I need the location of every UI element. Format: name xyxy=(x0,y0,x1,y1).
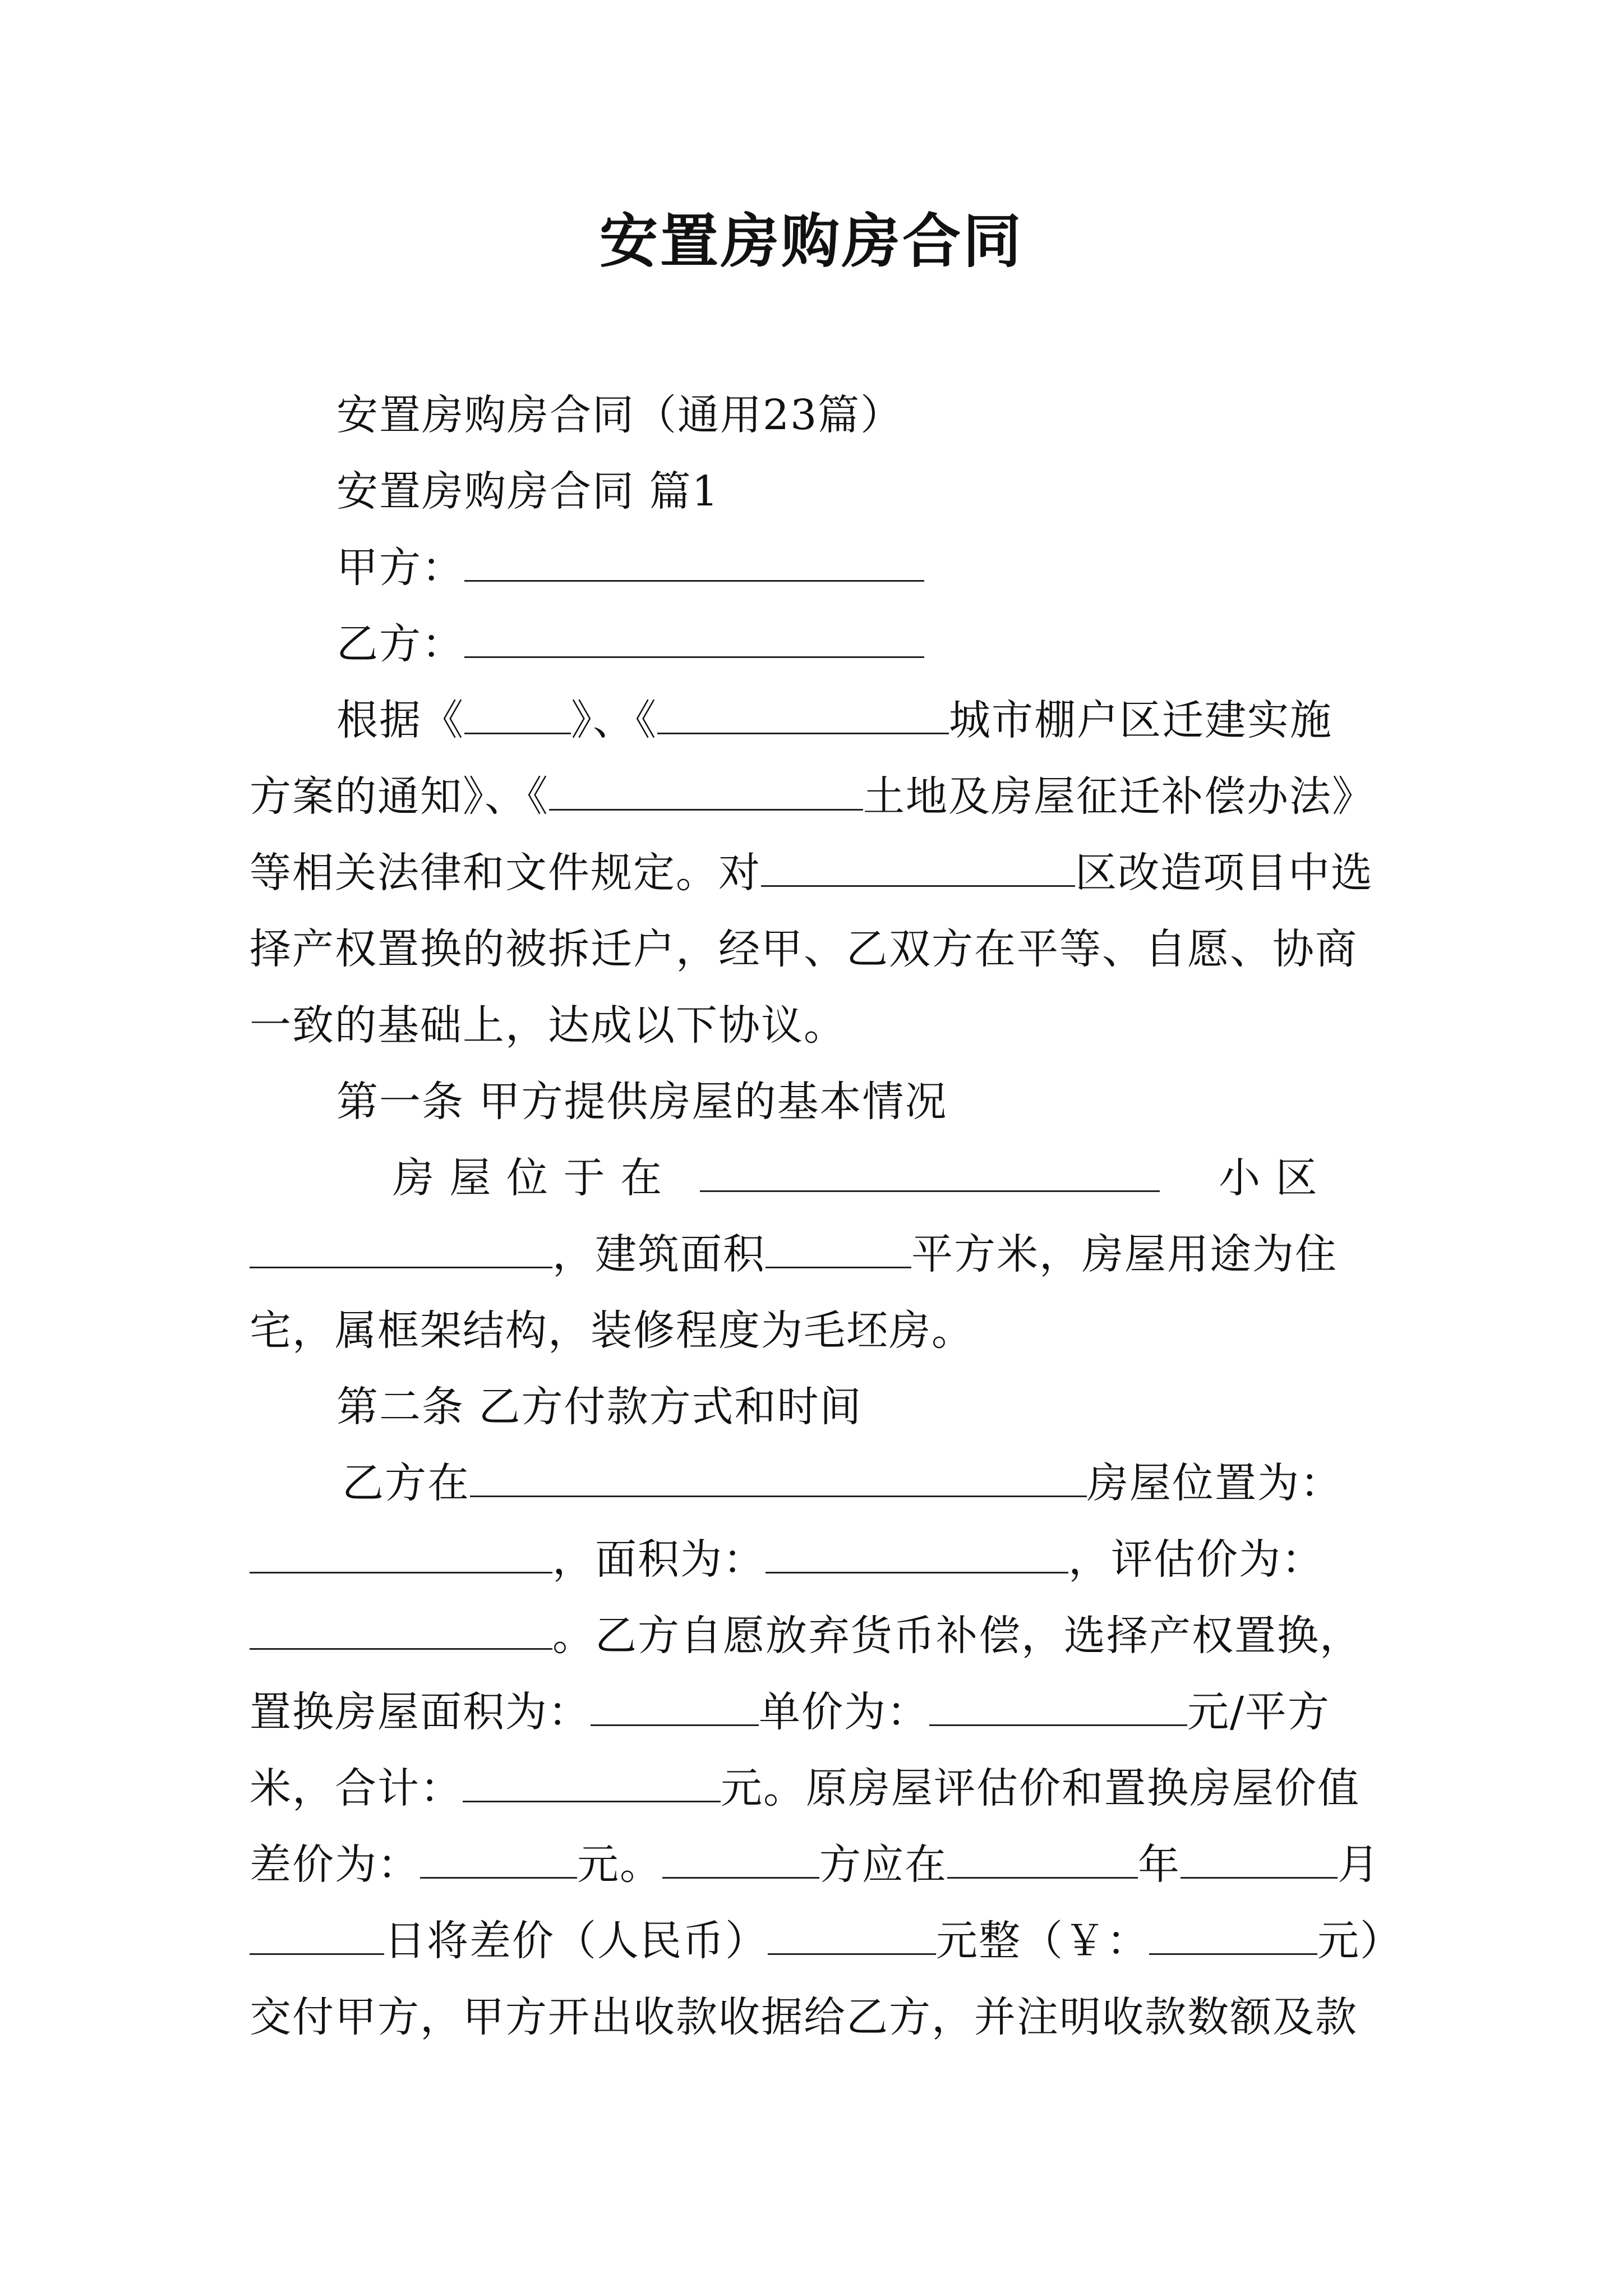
text-run: 日将差价（人民币） xyxy=(384,1917,768,1965)
text-run: 月 xyxy=(1338,1841,1380,1889)
blank xyxy=(464,698,571,734)
text-run: 元整（￥： xyxy=(936,1917,1149,1965)
blank xyxy=(766,1537,1068,1573)
paragraph-line: 宅，属框架结构，装修程度为毛坯房。 xyxy=(250,1306,974,1355)
paragraph-line: 择产权置换的被拆迁户，经甲、乙双方在平等、自愿、协商 xyxy=(250,925,1358,973)
paragraph-line xyxy=(250,1837,1380,1893)
text-run: 方应在 xyxy=(819,1841,947,1889)
text-run: 元/平方 xyxy=(1187,1688,1330,1736)
text-run: ，建筑面积 xyxy=(552,1230,766,1278)
paragraph-line xyxy=(250,1531,1324,1588)
party-b-blank xyxy=(464,622,924,658)
blank xyxy=(250,1613,552,1650)
text-run: 元） xyxy=(1317,1917,1403,1965)
text-run: 》、《 xyxy=(571,696,657,744)
paragraph-line xyxy=(250,1684,1330,1740)
blank xyxy=(591,1690,759,1726)
document-subtitle: 安置房购房合同（通用23篇） xyxy=(336,391,903,439)
blank xyxy=(700,1156,1160,1192)
text-run: 房 屋 位 于 在 xyxy=(393,1154,663,1202)
section-heading: 安置房购房合同 篇1 xyxy=(336,467,720,516)
party-a-blank xyxy=(464,545,924,582)
text-run: 。乙方自愿放弃货币补偿，选择产权置换， xyxy=(552,1612,1362,1660)
party-b-line xyxy=(336,616,924,672)
paragraph-line: 一致的基础上，达成以下协议。 xyxy=(250,1001,846,1050)
text-run: ，面积为： xyxy=(552,1535,766,1584)
paragraph-line: 交付甲方，甲方开出收款收据给乙方，并注明收款数额及款 xyxy=(250,1993,1358,2041)
blank xyxy=(463,1766,721,1802)
party-a-label: 甲方： xyxy=(336,544,464,592)
blank xyxy=(657,698,949,734)
blank xyxy=(947,1842,1138,1879)
text-run: 单价为： xyxy=(759,1688,929,1736)
blank xyxy=(420,1842,577,1879)
article-1-heading: 第一条 甲方提供房屋的基本情况 xyxy=(336,1078,948,1126)
text-run: 元。原房屋评估价和置换房屋价值 xyxy=(721,1764,1360,1812)
text-run: 元。 xyxy=(577,1841,662,1889)
text-run: 方案的通知》、《 xyxy=(250,772,549,821)
paragraph-line xyxy=(250,1913,1403,1969)
paragraph-line xyxy=(336,692,1332,748)
paragraph-line xyxy=(393,1150,1318,1206)
blank xyxy=(761,850,1075,887)
text-run: 年 xyxy=(1138,1841,1181,1889)
blank xyxy=(929,1690,1187,1726)
blank xyxy=(470,1461,1087,1497)
blank xyxy=(766,1232,911,1268)
text-run: 米，合计： xyxy=(250,1764,463,1812)
text-run: 乙方在 xyxy=(342,1459,470,1507)
blank xyxy=(768,1918,936,1955)
paragraph-line xyxy=(250,769,1375,825)
document-title: 安置房购房合同 xyxy=(599,206,1023,275)
paragraph-line xyxy=(250,1608,1362,1664)
paragraph-line xyxy=(250,1760,1360,1816)
party-b-label: 乙方： xyxy=(336,620,464,668)
text-run: 置换房屋面积为： xyxy=(250,1688,591,1736)
text-run: 小 区 xyxy=(1219,1154,1318,1202)
blank xyxy=(250,1232,552,1268)
text-run: 城市棚户区迁建实施 xyxy=(949,696,1332,744)
paragraph-line xyxy=(250,845,1373,901)
paragraph-line xyxy=(342,1455,1343,1511)
text-run: ，评估价为： xyxy=(1068,1535,1324,1584)
text-run: 平方米，房屋用途为住 xyxy=(911,1230,1338,1278)
text-run: 等相关法律和文件规定。对 xyxy=(250,849,761,897)
article-2-heading: 第二条 乙方付款方式和时间 xyxy=(336,1383,863,1431)
party-a-line xyxy=(336,540,924,596)
blank xyxy=(662,1842,819,1879)
text-run: 差价为： xyxy=(250,1841,420,1889)
text-run: 根据《 xyxy=(336,696,464,744)
blank xyxy=(1181,1842,1338,1879)
text-run: 区改造项目中选 xyxy=(1075,849,1373,897)
blank xyxy=(250,1918,384,1955)
blank xyxy=(250,1537,552,1573)
text-run: 房屋位置为： xyxy=(1087,1459,1343,1507)
blank xyxy=(549,774,863,811)
text-run: 土地及房屋征迁补偿办法》 xyxy=(863,772,1375,821)
blank xyxy=(1149,1918,1317,1955)
paragraph-line xyxy=(250,1226,1338,1282)
